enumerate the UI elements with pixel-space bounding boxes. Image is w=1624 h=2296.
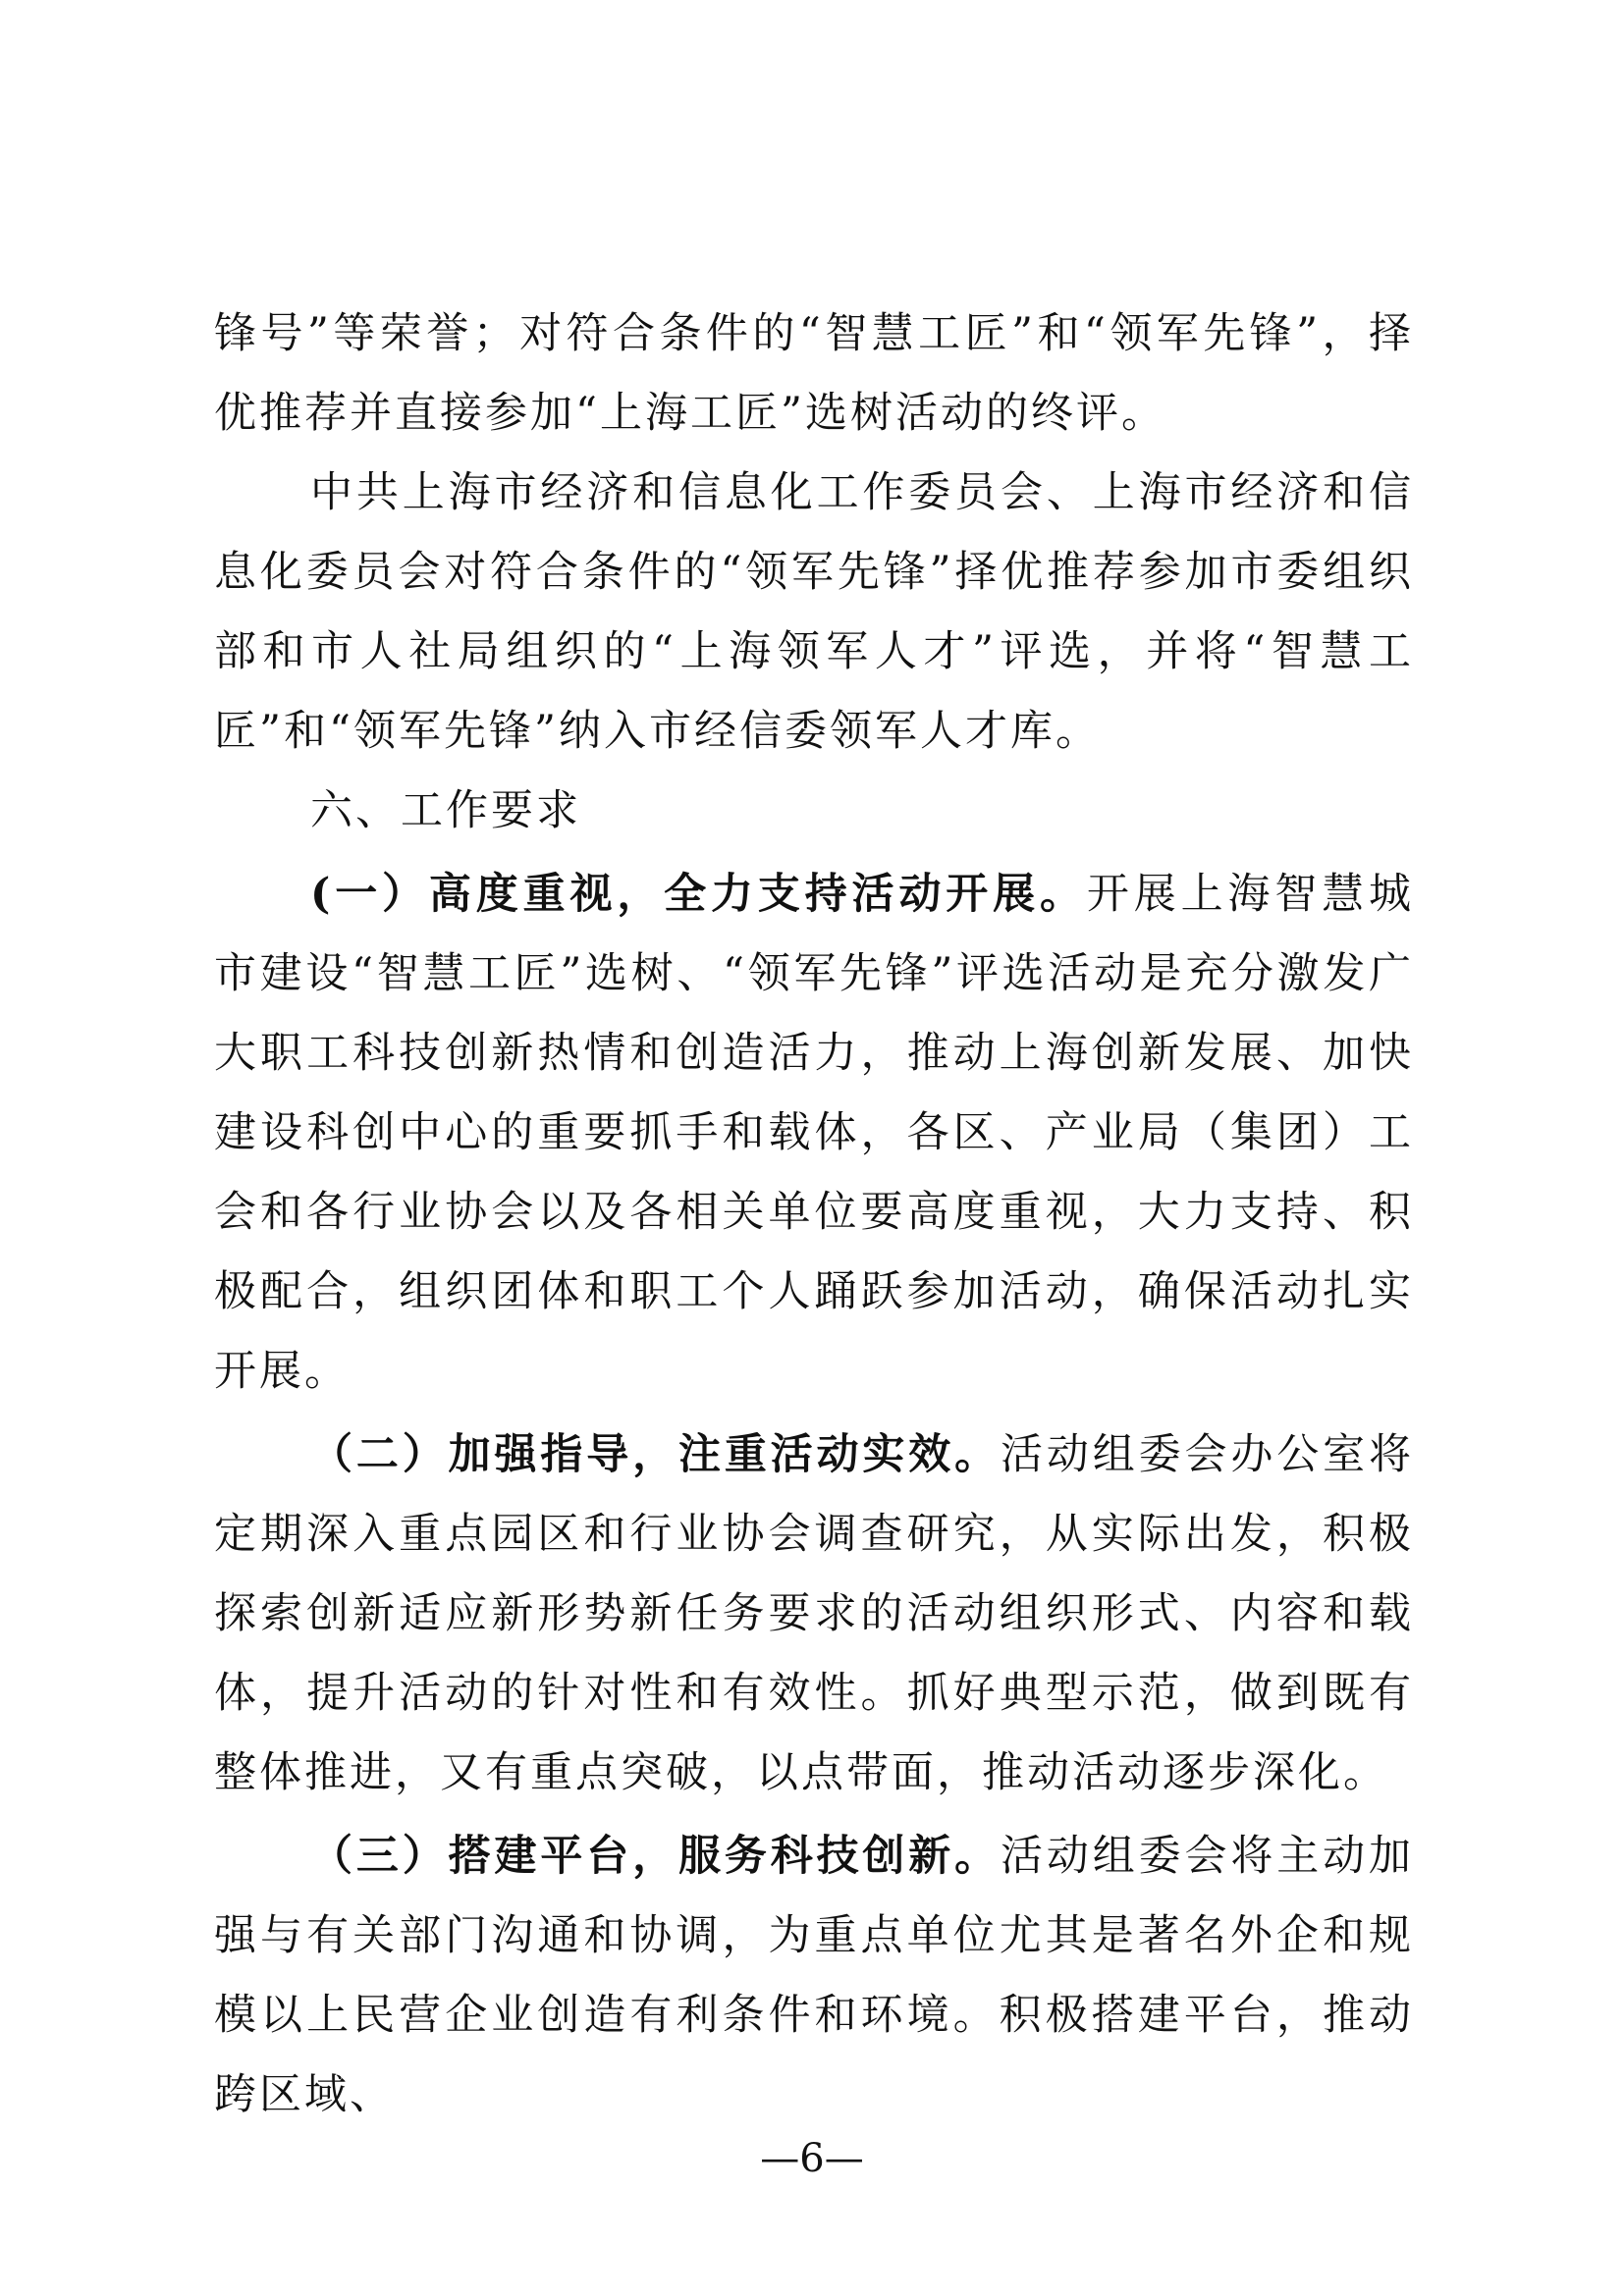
requirement-item-2 [214, 1415, 1414, 1813]
requirement-item-3-body: 活动组委会将主动加强与有关部门沟通和协调，为重点单位尤其是著名外企和规模以上民营企业创造有利条件和环境。积极搭建平台，推动跨区域、 [214, 1832, 1415, 2119]
requirement-item-3 [214, 1817, 1414, 2135]
recommendation-paragraph: 中共上海市经济和信息化工作委员会、上海市经济和信息化委员会对符合条件的“领军先锋”择优推荐参加市委组织部和市人社局组织的“上海领军人才”评选，并将“智慧工匠”和“领军先锋”纳入市经信委领军人才库。 [214, 468, 1414, 756]
requirement-item-1-body: 开展上海智慧城市建设“智慧工匠”选树、“领军先锋”评选活动是充分激发广大职工科技创新热情和创造活力，推动上海创新发展、加快建设科创中心的重要抓手和载体，各区、产业局（集团）工会和各行业协会以及各相关单位要高度重视，大力支持、积极配合，组织团体和职工个人踊跃参加活动，确保活动扎实开展。 [214, 870, 1414, 1396]
requirement-item-3-lead: （三）搭建平台，服务科技创新。 [310, 1832, 1001, 1881]
section-heading: 六、工作要求 [310, 786, 581, 835]
page-number: —6— [760, 2136, 864, 2181]
requirement-item-1 [214, 855, 1414, 1412]
requirement-item-2-body: 活动组委会办公室将定期深入重点园区和行业协会调查研究，从实际出发，积极探索创新适应新形势新任务要求的活动组织形式、内容和载体，提升活动的针对性和有效性。抓好典型示范，做到既有整体推进，又有重点突破，以点带面，推动活动逐步深化。 [214, 1430, 1415, 1797]
document-body [214, 294, 1414, 2135]
continuation-paragraph: 锋号”等荣誉；对符合条件的“智慧工匠”和“领军先锋”，择优推荐并直接参加“上海工匠”选树活动的终评。 [214, 309, 1414, 438]
requirement-item-2-lead: （二）加强指导，注重活动实效。 [310, 1430, 1001, 1479]
requirement-item-1-lead: (一）高度重视，全力支持活动开展。 [310, 870, 1087, 919]
